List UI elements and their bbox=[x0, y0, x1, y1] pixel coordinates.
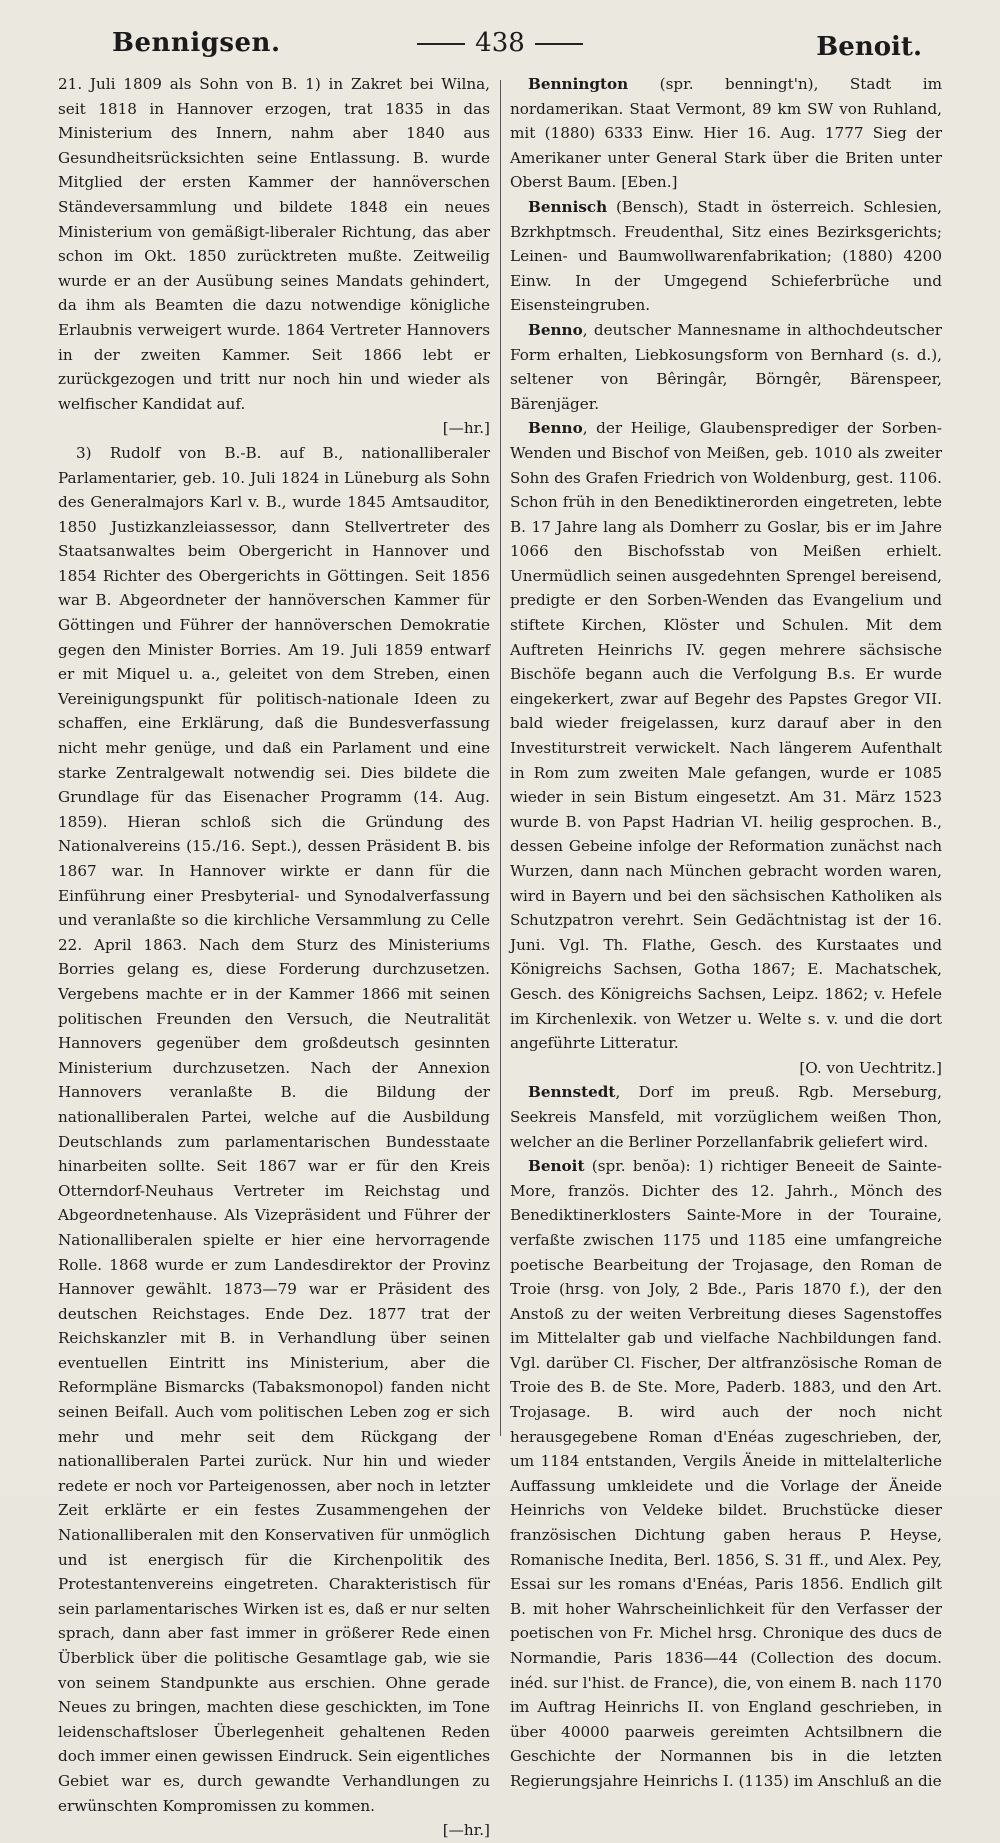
left-column bbox=[58, 72, 490, 1840]
entry-headword: Benoit bbox=[528, 1157, 585, 1176]
page-number: 438 bbox=[475, 28, 525, 58]
entry-headword: Bennington bbox=[528, 75, 629, 93]
entry-text: (spr. benningt'n), Stadt im nordamerikan. Staat Vermont, 89 km SW von Ruhland, mit (1880) 6333 Einw. Hier 16. Aug. 1777 Sieg der Amerikaner unter General Stark über die Briten unter Oberst Baum. bbox=[510, 75, 942, 192]
right-column bbox=[510, 72, 942, 1790]
author-signature: [—hr.] bbox=[442, 419, 490, 438]
entry-text: , deutscher Mannesname in althochdeutscher Form erhalten, Liebkosungsform von Bernhard (s. d.), seltener von Bêringâr, Börngêr, Bärenspeer, Bärenjäger. bbox=[510, 320, 942, 413]
header-rule-right bbox=[535, 43, 583, 45]
article-paragraph bbox=[58, 72, 490, 441]
article-entry bbox=[510, 416, 942, 1080]
article-entry bbox=[510, 318, 942, 416]
entry-text: (Bensch), Stadt in österreich. Schlesien, Bzrkhptmsch. Freudenthal, Sitz eines Bezirksgerichts; Leinen- und Baumwollwarenfabrikation; (1880) 4200 Einw. In der Umgegend Schieferbrüche und Eisensteingruben. bbox=[510, 197, 942, 315]
entry-headword: Benno bbox=[528, 320, 583, 339]
author-signature: [—hr.] bbox=[442, 1821, 490, 1840]
article-entry bbox=[510, 1154, 942, 1793]
header-left-keyword: Bennigsen. bbox=[112, 28, 281, 58]
article-entry bbox=[510, 72, 942, 195]
entry-headword: Benno bbox=[528, 419, 583, 438]
header-rule-left bbox=[417, 43, 465, 45]
entry-text: , der Heilige, Glaubensprediger der Sorben-Wenden und Bischof von Meißen, geb. 1010 als zweiter Sohn des Grafen Friedrich von Woldenburg, gest. 1106. Schon früh in den Benediktinerorden eingetreten, lebte B. 17 Jahre lang als Domherr zu Goslar, bis er im Jahre 1066 den Bischofsstab von Meißen erhielt. Unermüdlich seinen ausgedehnten Sprengel bereisend, predigte er den Sorben-Wenden das Evangelium und stiftete Kirchen, Klöster und Schulen. Mit dem Auftreten Heinrichs IV. gegen mehrere sächsische Bischöfe begann auch die Verfolgung B.s. Er wurde eingekerkert, zwar auf Begehr des Papstes Gregor VII. bald wieder freigelassen, kurz darauf aber in den Investiturstreit verwickelt. Nach längerem Aufenthalt in Rom zum zweiten Male gefangen, wurde er 1085 wieder in sein Bistum eingesetzt. Am 31. März 1523 wurde B. von Papst Hadrian VI. heilig gesprochen. B., dessen Gebeine infolge der Reformation zunächst nach Wurzen, dann nach München gebracht worden waren, wird in Bayern und bei den sächsischen Katholiken als Schutzpatron verehrt. Sein Gedächtnistag ist der 16. Juni. Vgl. Th. Flathe, Gesch. des Kurstaates und Königreichs Sachsen, Gotha 1867; E. Machatschek, Gesch. des Königreichs Sachsen, Leipz. 1862; v. Hefele im Kirchenlexik. von Wetzer u. Welte s. v. und die dort angeführte Litteratur. bbox=[510, 419, 942, 1053]
author-signature: [O. von Uechtritz.] bbox=[799, 1058, 942, 1077]
article-entry bbox=[510, 1080, 942, 1154]
entry-text: (spr. benŏa): 1) richtiger Beneeit de Sainte-More, französ. Dichter des 12. Jahrh., Mönch des Benediktinerklosters Sainte-More in der Touraine, verfaßte zwischen 1175 und 1185 eine umfangreiche poetische Bearbeitung der Trojasage, den Roman de Troie (hrsg. von Joly, 2 Bde., Paris 1870 f.), der den Anstoß zu der weiten Verbreitung dieses Sagenstoffes im Mittelalter gab und vielfache Nachbildungen fand. Vgl. darüber Cl. Fischer, Der altfranzösische Roman de Troie des B. de Ste. More, Paderb. 1883, und den Art. Trojasage. B. wird auch der noch nicht herausgegebene Roman d'Enéas zugeschrieben, der, um 1184 entstanden, Vergils Äneide in mittelalterliche Auffassung umkleidete und die Vorlage der Äneide Heinrichs von Veldeke bildet. Bruchstücke dieser französischen Dichtung gaben heraus P. Heyse, Romanische Inedita, Berl. 1856, S. 31 ff., und Alex. Pey, Essai sur les romans d'Enéas, Paris 1856. Endlich gilt B. mit hoher Wahrscheinlichkeit für den Verfasser der poetischen von Fr. Michel hrsg. Chronique des ducs de Normandie, Paris 1836—44 (Collection des docum. inéd. sur l'hist. de France), die, von einem B. nach 1170 im Auftrag Heinrichs II. von England geschrieben, in über 40000 paarweis gereimten Achtsilbnern die Geschichte der Normannen bis in die letzten Regierungsjahre Heinrichs I. (1135) im Anschluß an die bbox=[510, 1157, 942, 1790]
column-divider bbox=[500, 80, 501, 1436]
article-text: 3) Rudolf von B.-B. auf B., nationalliberaler Parlamentarier, geb. 10. Juli 1824 in Lüneburg als Sohn des Generalmajors Karl v. B., wurde 1845 Amtsauditor, 1850 Justizkanzleiassessor, dann Stellvertreter des Staatsanwaltes beim Obergericht in Hannover und 1854 Richter des Obergerichts in Göttingen. Seit 1856 war B. Abgeordneter der hannöverschen Kammer für Göttingen und Führer der hannöverschen Demokratie gegen den Minister Borries. Am 19. Juli 1859 entwarf er mit Miquel u. a., geleitet von dem Streben, einen Vereinigungspunkt für politisch-nationale Ideen zu schaffen, eine Erklärung, daß die Bundesverfassung nicht mehr genüge, und daß ein Parlament und eine starke Zentralgewalt notwendig sei. Dies bildete die Grundlage für das Eisenacher Programm (14. Aug. 1859). Hieran schloß sich die Gründung des Nationalvereins (15./16. Sept.), dessen Präsident B. bis 1867 war. In Hannover wirkte er dann für die Einführung einer Presbyterial- und Synodalverfassung und veranlaßte so die kirchliche Versammlung zu Celle 22. April 1863. Nach dem Sturz des Ministeriums Borries gelang es, diese Forderung durchzusetzen. Vergebens machte er in der Kammer 1866 mit seinen politischen Freunden den Versuch, die Neutralität Hannovers gegenüber dem großdeutsch gesinnten Ministerium durchzusetzen. Nach der Annexion Hannovers veranlaßte B. die Bildung der nationalliberalen Partei, welche auf die Ausbildung Deutschlands zum parlamentarischen Bundesstaate hinarbeiten sollte. Seit 1867 war er für den Kreis Otterndorf-Neuhaus Vertreter im Reichstag und Abgeordnetenhause. Als Vizepräsident und Führer der Nationalliberalen spielte er hier eine hervorragende Rolle. 1868 wurde er zum Landesdirektor der Provinz Hannover gewählt. 1873—79 war er Präsident des deutschen Reichstages. Ende Dez. 1877 trat der Reichskanzler mit B. in Verhandlung über seinen eventuellen Eintritt ins Ministerium, aber die Reformpläne Bismarcks (Tabaksmonopol) fanden nicht seinen Beifall. Auch vom politischen Leben zog er sich mehr und mehr seit dem Rückgang der nationalliberalen Partei zurück. Nur hin und wieder redete er noch vor Parteigenossen, aber noch in letzter Zeit erklärte er ein festes Zusammengehen der Nationalliberalen mit den Konservativen für unmöglich und ist energisch für die Kirchenpolitik des Protestantenvereins eingetreten. Charakteristisch für sein parlamentarisches Wirken ist es, daß er nur selten sprach, dann aber fast immer in größerer Rede einen Überblick über die politische Gesamtlage gab, wie sie von seinem Standpunkte aus erschien. Ohne gerade Neues zu bringen, machten diese geschickten, im Tone leidenschaftsloser Überlegenheit gehaltenen Reden doch immer einen gewissen Eindruck. Sein eigentliches Gebiet war es, durch gewandte Verhandlungen zu erwünschten Kompromissen zu kommen. bbox=[58, 443, 490, 1815]
entry-text: , Dorf im preuß. Rgb. Merseburg, Seekreis Mansfeld, mit vorzüglichem weißen Thon, welcher an die Berliner Porzellanfabrik geliefert wird. bbox=[510, 1083, 942, 1151]
entry-headword: Bennisch bbox=[528, 197, 608, 216]
article-text: 21. Juli 1809 als Sohn von B. 1) in Zakret bei Wilna, seit 1818 in Hannover erzogen, trat 1835 in das Ministerium des Innern, nahm aber 1840 aus Gesundheitsrücksichten seine Entlassung. B. wurde Mitglied der ersten Kammer der hannöverschen Ständeversammlung und bildete 1848 ein neues Ministerium von gemäßigt-liberaler Richtung, das aber schon im Okt. 1850 zurücktreten mußte. Zeitweilig wurde er an der Ausübung seines Mandats gehindert, da ihm als Beamten die dazu notwendige königliche Erlaubnis verweigert wurde. 1864 Vertreter Hannovers in der zweiten Kammer. Seit 1866 lebt er zurückgezogen und tritt nur noch hin und wieder als welfischer Kandidat auf. bbox=[58, 75, 490, 413]
running-header bbox=[0, 18, 1000, 68]
header-right-keyword: Benoit. bbox=[816, 32, 922, 62]
article-entry bbox=[510, 195, 942, 318]
author-signature: [Eben.] bbox=[621, 173, 678, 192]
article-paragraph bbox=[58, 441, 490, 1843]
entry-headword: Bennstedt bbox=[528, 1083, 616, 1102]
